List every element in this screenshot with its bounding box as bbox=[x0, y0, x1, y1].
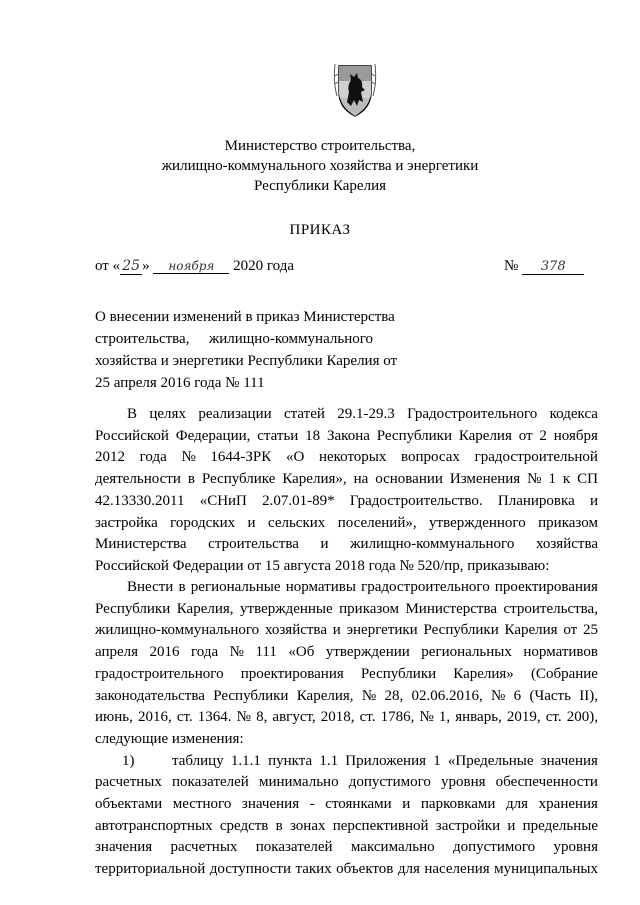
word: парковками bbox=[420, 796, 496, 813]
word: 18 bbox=[305, 427, 321, 444]
word: «О bbox=[285, 449, 305, 466]
word: застройка bbox=[95, 514, 158, 531]
word: 2012 bbox=[95, 449, 125, 466]
word: Республики bbox=[423, 622, 499, 639]
word: 1786, bbox=[380, 709, 415, 726]
word: 28, bbox=[384, 687, 404, 704]
text-line bbox=[95, 513, 598, 535]
subject-line bbox=[95, 306, 395, 328]
word: объектами bbox=[95, 796, 163, 813]
preamble-paragraph bbox=[95, 404, 598, 578]
word: законодательства bbox=[95, 687, 205, 704]
subject-line bbox=[95, 328, 373, 350]
word: жилищно-коммунального bbox=[350, 536, 515, 553]
word: 200), bbox=[566, 709, 598, 726]
word: в bbox=[178, 579, 186, 595]
ministry-line: Министерство строительства, bbox=[224, 138, 416, 154]
karelia-coat-of-arms-icon bbox=[333, 62, 377, 118]
word: года bbox=[191, 644, 219, 661]
word: 1644-ЗРК bbox=[210, 449, 272, 466]
word: и bbox=[507, 817, 516, 834]
word: приказом bbox=[339, 600, 399, 617]
subject-line bbox=[95, 350, 398, 372]
word: градостроительной bbox=[474, 449, 598, 466]
text-line bbox=[95, 534, 598, 556]
word: утвержденные bbox=[240, 600, 333, 617]
word: таких bbox=[295, 861, 332, 878]
text-line bbox=[95, 837, 598, 859]
ministry-name bbox=[120, 136, 520, 196]
word: 2 bbox=[539, 427, 547, 444]
word: Внести bbox=[127, 579, 174, 595]
word: доступности bbox=[209, 861, 291, 878]
word: строительства, bbox=[503, 600, 598, 617]
word: градостроительного bbox=[361, 579, 490, 595]
word: Российской bbox=[95, 427, 169, 444]
word: реализации bbox=[198, 406, 272, 422]
subject-text: хозяйства и энергетики Республики Карелия от bbox=[95, 353, 398, 369]
text-line bbox=[95, 686, 598, 708]
word: утверждении bbox=[325, 644, 410, 661]
word: Градостроительство. bbox=[349, 492, 483, 509]
text-line bbox=[95, 599, 598, 621]
word: 2019, bbox=[506, 709, 541, 726]
word: на bbox=[353, 471, 369, 488]
word: - bbox=[309, 796, 315, 813]
subject-text: жилищно-коммунального bbox=[208, 331, 373, 347]
word: расчетных bbox=[170, 839, 238, 856]
word: № bbox=[236, 709, 251, 726]
word: года bbox=[139, 449, 167, 466]
word: населения bbox=[424, 861, 490, 878]
word: хозяйства bbox=[264, 622, 327, 639]
word: Федерации, bbox=[175, 427, 251, 444]
date-day-handwritten: 25 bbox=[120, 258, 142, 275]
word: Карелия, bbox=[176, 600, 234, 617]
word: градостроительного bbox=[95, 665, 224, 682]
word: проектирования bbox=[240, 665, 344, 682]
word: для bbox=[397, 861, 420, 878]
document-title: ПРИКАЗ bbox=[289, 222, 351, 238]
word: жилищно-коммунального bbox=[95, 622, 260, 639]
date-month-handwritten: ноября bbox=[153, 259, 229, 274]
word: № bbox=[419, 709, 434, 726]
date-year: 2020 года bbox=[233, 258, 294, 274]
word: Республики bbox=[360, 665, 437, 682]
word: строительства bbox=[208, 536, 299, 553]
word: Приложения bbox=[345, 752, 426, 769]
item-number: 1) bbox=[122, 752, 135, 769]
word: Республики bbox=[213, 687, 289, 704]
word: для bbox=[506, 796, 529, 813]
word: 02.06.2016, bbox=[411, 687, 483, 704]
word: 1 bbox=[548, 471, 556, 488]
word: Министерства bbox=[405, 600, 498, 617]
word: № bbox=[229, 644, 244, 661]
word: 42.13330.2011 bbox=[95, 492, 185, 509]
text-line bbox=[95, 577, 598, 599]
word: деятельности bbox=[95, 471, 181, 488]
text-line bbox=[95, 664, 598, 686]
word: и bbox=[589, 492, 598, 509]
word: территориальной bbox=[95, 861, 206, 878]
word: и bbox=[247, 514, 256, 531]
word: Республике bbox=[201, 471, 276, 488]
text-line bbox=[95, 794, 598, 816]
word: 1.1 bbox=[319, 752, 339, 769]
item-text bbox=[95, 772, 598, 881]
word: средств bbox=[219, 817, 269, 834]
word: пункта bbox=[268, 752, 313, 769]
word: август, bbox=[272, 709, 316, 726]
word: Карелия», bbox=[282, 471, 347, 488]
word: Карелия, bbox=[296, 687, 354, 704]
text-line bbox=[95, 620, 598, 642]
word: Градостроительного bbox=[407, 406, 538, 422]
word: значения bbox=[540, 752, 598, 769]
word: приказом bbox=[538, 514, 598, 531]
text-line bbox=[95, 491, 598, 513]
word: 2016 bbox=[149, 644, 180, 661]
word: Закона bbox=[327, 427, 370, 444]
text-line bbox=[95, 816, 598, 838]
word: в bbox=[187, 471, 195, 488]
word: 29.1-29.3 bbox=[337, 406, 395, 422]
word: Российской Федерации от 15 августа 2018 года № 520/пр, приказываю: bbox=[95, 557, 550, 574]
word: значения bbox=[241, 796, 300, 813]
word: показателей bbox=[255, 839, 333, 856]
word: застройки bbox=[435, 817, 501, 834]
word: 6 bbox=[513, 687, 522, 704]
subject-text: 25 апреля 2016 года № 111 bbox=[95, 375, 265, 391]
word: местного bbox=[172, 796, 232, 813]
word: предельные bbox=[522, 817, 598, 834]
word: Карелия bbox=[458, 427, 512, 444]
word: показателей bbox=[172, 774, 249, 791]
word: январь, bbox=[455, 709, 502, 726]
word: Министерства bbox=[95, 536, 187, 553]
word: расчетных bbox=[95, 774, 162, 791]
word: допустимого bbox=[348, 774, 431, 791]
text-line bbox=[95, 729, 598, 751]
number-label: № bbox=[504, 258, 519, 274]
word: и bbox=[402, 796, 411, 813]
word: № bbox=[181, 449, 196, 466]
word: максимально bbox=[350, 839, 435, 856]
word: № bbox=[491, 687, 506, 704]
word: апреля bbox=[95, 644, 139, 661]
word: 8, bbox=[256, 709, 268, 726]
word: проектирования bbox=[494, 579, 598, 595]
word: ст. bbox=[176, 709, 193, 726]
word: значения bbox=[95, 839, 153, 856]
text-line bbox=[95, 859, 598, 881]
word: 1364. bbox=[197, 709, 232, 726]
word: II), bbox=[579, 687, 598, 704]
word: (Часть bbox=[529, 687, 571, 704]
word: минимально bbox=[258, 774, 339, 791]
word: целях bbox=[149, 406, 186, 422]
word: зонах bbox=[289, 817, 326, 834]
word: № bbox=[527, 471, 542, 488]
subject-line bbox=[95, 372, 373, 394]
ministry-line: Республики Карелия bbox=[253, 178, 387, 194]
word: «СНиП bbox=[199, 492, 247, 509]
number-handwritten: 378 bbox=[522, 259, 584, 275]
word: «Предельные bbox=[447, 752, 534, 769]
subject-text: О внесении изменений в приказ Министерства bbox=[95, 309, 395, 325]
word: региональные bbox=[190, 579, 281, 595]
word: Карелия» bbox=[453, 665, 514, 682]
word: следующие изменения: bbox=[95, 730, 244, 747]
word: хозяйства bbox=[535, 536, 598, 553]
word: утвержденного bbox=[429, 514, 526, 531]
word: поселений», bbox=[337, 514, 417, 531]
word: и bbox=[320, 536, 329, 553]
word: к bbox=[562, 471, 571, 488]
word: допустимого bbox=[452, 839, 536, 856]
word: нормативов bbox=[523, 644, 598, 661]
word: вопросах bbox=[401, 449, 460, 466]
word: 111 bbox=[255, 644, 277, 661]
word: таблицу bbox=[172, 752, 224, 769]
word: Карелия bbox=[504, 622, 558, 639]
text-line bbox=[95, 772, 598, 794]
text-line bbox=[95, 469, 598, 491]
word: перспективной bbox=[332, 817, 429, 834]
word: уровня bbox=[553, 839, 598, 856]
date-prefix: от « bbox=[95, 258, 121, 274]
text-line bbox=[95, 426, 598, 448]
text-line bbox=[95, 404, 598, 426]
order-date bbox=[95, 258, 294, 275]
text-line bbox=[95, 707, 598, 729]
word: некоторых bbox=[318, 449, 387, 466]
word: от bbox=[518, 427, 533, 444]
word: Республики bbox=[95, 600, 171, 617]
order-subject bbox=[95, 306, 398, 394]
word: стоянками bbox=[325, 796, 392, 813]
body-paragraph bbox=[95, 577, 598, 881]
word: кодекса bbox=[549, 406, 598, 422]
word: (Собрание bbox=[530, 665, 598, 682]
word: СП bbox=[577, 471, 598, 488]
word: городских bbox=[170, 514, 236, 531]
word: автотранспортных bbox=[95, 817, 213, 834]
word: 1.1.1 bbox=[230, 752, 261, 769]
word: Изменения bbox=[449, 471, 521, 488]
word: № bbox=[361, 687, 377, 704]
word: 25 bbox=[583, 622, 598, 639]
word: нормативы bbox=[285, 579, 356, 595]
order-number bbox=[504, 258, 584, 275]
word: 1, bbox=[438, 709, 451, 726]
word: 2018, bbox=[320, 709, 355, 726]
word: 2016, bbox=[137, 709, 172, 726]
item-first-line bbox=[95, 751, 598, 773]
word: «Об bbox=[288, 644, 315, 661]
word: Республики bbox=[376, 427, 452, 444]
date-quote-close: » bbox=[142, 258, 150, 274]
word: 2.07.01-89* bbox=[262, 492, 335, 509]
word: уровня bbox=[441, 774, 486, 791]
text-line bbox=[95, 642, 598, 664]
word: в bbox=[275, 817, 283, 834]
word: ноября bbox=[553, 427, 598, 444]
word: статьи bbox=[257, 427, 299, 444]
word: муниципальных bbox=[494, 861, 598, 878]
ministry-line: жилищно-коммунального хозяйства и энергетики bbox=[161, 158, 479, 174]
word: ст. bbox=[359, 709, 376, 726]
word: Планировка bbox=[497, 492, 575, 509]
word: В bbox=[127, 406, 138, 422]
word: объектов bbox=[336, 861, 394, 878]
word: от bbox=[563, 622, 578, 639]
word: статей bbox=[283, 406, 325, 422]
word: обеспеченности bbox=[495, 774, 598, 791]
word: основании bbox=[375, 471, 443, 488]
word: и bbox=[332, 622, 341, 639]
word: региональных bbox=[421, 644, 512, 661]
word: сельских bbox=[267, 514, 326, 531]
text-line bbox=[95, 447, 598, 469]
subject-text: строительства, bbox=[95, 331, 190, 347]
text-line bbox=[95, 556, 598, 578]
word: 1 bbox=[433, 752, 441, 769]
word: июнь, bbox=[95, 709, 133, 726]
word: хранения bbox=[538, 796, 598, 813]
word: ст. bbox=[545, 709, 562, 726]
word: энергетики bbox=[346, 622, 418, 639]
